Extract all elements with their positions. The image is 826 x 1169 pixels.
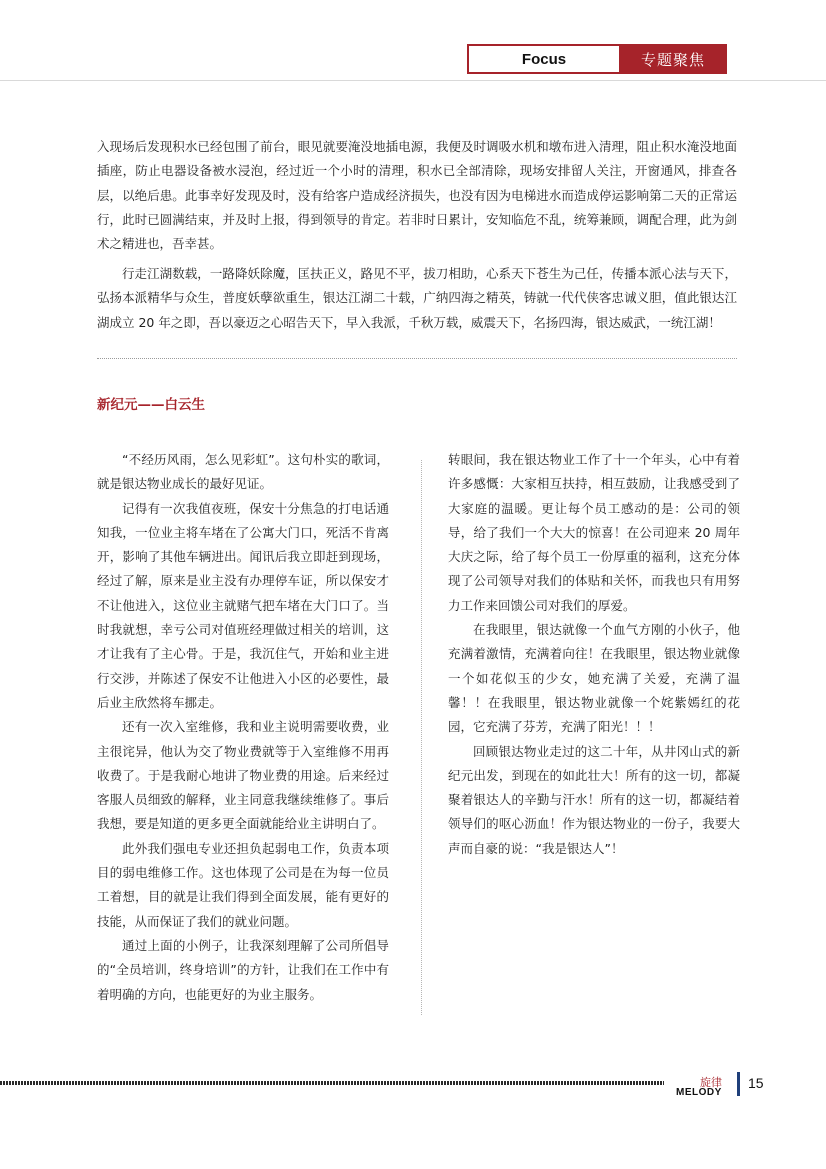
section-divider: [97, 358, 737, 359]
article-paragraph: 回顾银达物业走过的这二十年，从井冈山式的新纪元出发，到现在的如此壮大！所有的这一切，都凝聚着银达人的辛勤与汗水！所有的这一切，都凝结着领导们的呕心沥血！作为银达物业的一份子，我要大声而自豪的说：“我是银达人”！: [448, 743, 740, 856]
footer-rule: [0, 1081, 664, 1085]
header-rule: [0, 80, 826, 81]
column-divider: [421, 460, 422, 1015]
article-paragraph: 在我眼里，银达就像一个血气方刚的小伙子，他充满着激情，充满着向往！在我眼里，银达物业就像一个如花似玉的少女，她充满了关爱，充满了温馨！！在我眼里，银达物业就像一个姹紫嫣红的花园，它充满了芬芳，充满了阳光！！！: [448, 622, 740, 735]
page-number: 15: [748, 1075, 764, 1091]
article-paragraph: 转眼间，我在银达物业工作了十一个年头，心中有着许多感慨：大家相互扶持，相互鼓励，让我感受到了大家庭的温暖。更让每个员工感动的是：公司的领导，给了我们一个大大的惊喜！在公司迎来 20 周年大庆之际，给了每个员工一份厚重的福利，这充分体现了公司领导对我们的体贴和关怀，而我也只有用努力工作来回馈公司对我们的厚爱。: [448, 452, 740, 613]
article-column-right: [448, 448, 740, 861]
article-paragraph: 记得有一次我值夜班，保安十分焦急的打电话通知我，一位业主将车堵在了公寓大门口，死活不肯离开，影响了其他车辆进出。闻讯后我立即赶到现场，经过了解，原来是业主没有办理停车证，所以保安才不让他进入，这位业主就赌气把车堵在大门口了。当时我就想，幸亏公司对值班经理做过相关的培训，这才让我有了主心骨。于是，我沉住气，开始和业主进行交涉，并陈述了保安不让他进入小区的必要性，最后业主欣然将车挪走。: [97, 500, 389, 710]
footer-accent-bar: [737, 1072, 740, 1096]
article-paragraph: 还有一次入室维修，我和业主说明需要收费，业主很诧异，他认为交了物业费就等于入室维修不用再收费了。于是我耐心地讲了物业费的用途。后来经过客服人员细致的解释，业主同意我继续维修了。事后我想，要是知道的更多更全面就能给业主讲明白了。: [97, 719, 389, 832]
article-paragraph: “不经历风雨，怎么见彩虹”。这句朴实的歌词，就是银达物业成长的最好见证。: [97, 452, 389, 492]
article-title: 新纪元——白云生: [97, 397, 205, 413]
brand-name-en: MELODY: [676, 1087, 722, 1098]
paragraph-continuation: 入现场后发现积水已经包围了前台，眼见就要淹没地插电源，我便及时调吸水机和墩布进入清理，阻止积水淹没地面插座，防止电器设备被水浸泡，经过近一个小时的清理，积水已全部清除，现场安排留人关注，开窗通风，排查各层，以绝后患。此事幸好发现及时，没有给客户造成经济损失，也没有因为电梯进水而造成停运影响第二天的正常运行，此时已圆满结束，并及时上报，得到领导的肯定。若非时日累计，安知临危不乱，统筹兼顾，调配合理，此为剑术之精进也，吾幸甚。: [97, 139, 737, 252]
article-paragraph: 通过上面的小例子，让我深刻理解了公司所倡导的“全员培训，终身培训”的方针，让我们在工作中有着明确的方向，也能更好的为业主服务。: [97, 937, 389, 1002]
article-column-left: [97, 448, 389, 1007]
paragraph-closing: 行走江湖数载，一路降妖除魔，匡扶正义，路见不平，拔刀相助，心系天下苍生为己任，传播本派心法与天下，弘扬本派精华与众生，普度妖孽欲重生，银达江湖二十载，广纳四海之精英，铸就一代代侠客忠诚义胆，值此银达江湖成立 20 年之即，吾以豪迈之心昭告天下，早入我派，千秋万载，威震天下，名扬四海，银达威武，一统江湖！: [97, 266, 737, 330]
focus-label: Focus: [467, 44, 619, 74]
article-paragraph: 此外我们强电专业还担负起弱电工作，负责本项目的弱电维修工作。这也体现了公司是在为每一位员工着想，目的就是让我们得到全面发展，能有更好的技能，从而保证了我们的就业问题。: [97, 840, 389, 929]
brand-name-cn: 旋律: [700, 1076, 722, 1089]
section-label: 专题聚焦: [619, 44, 727, 74]
